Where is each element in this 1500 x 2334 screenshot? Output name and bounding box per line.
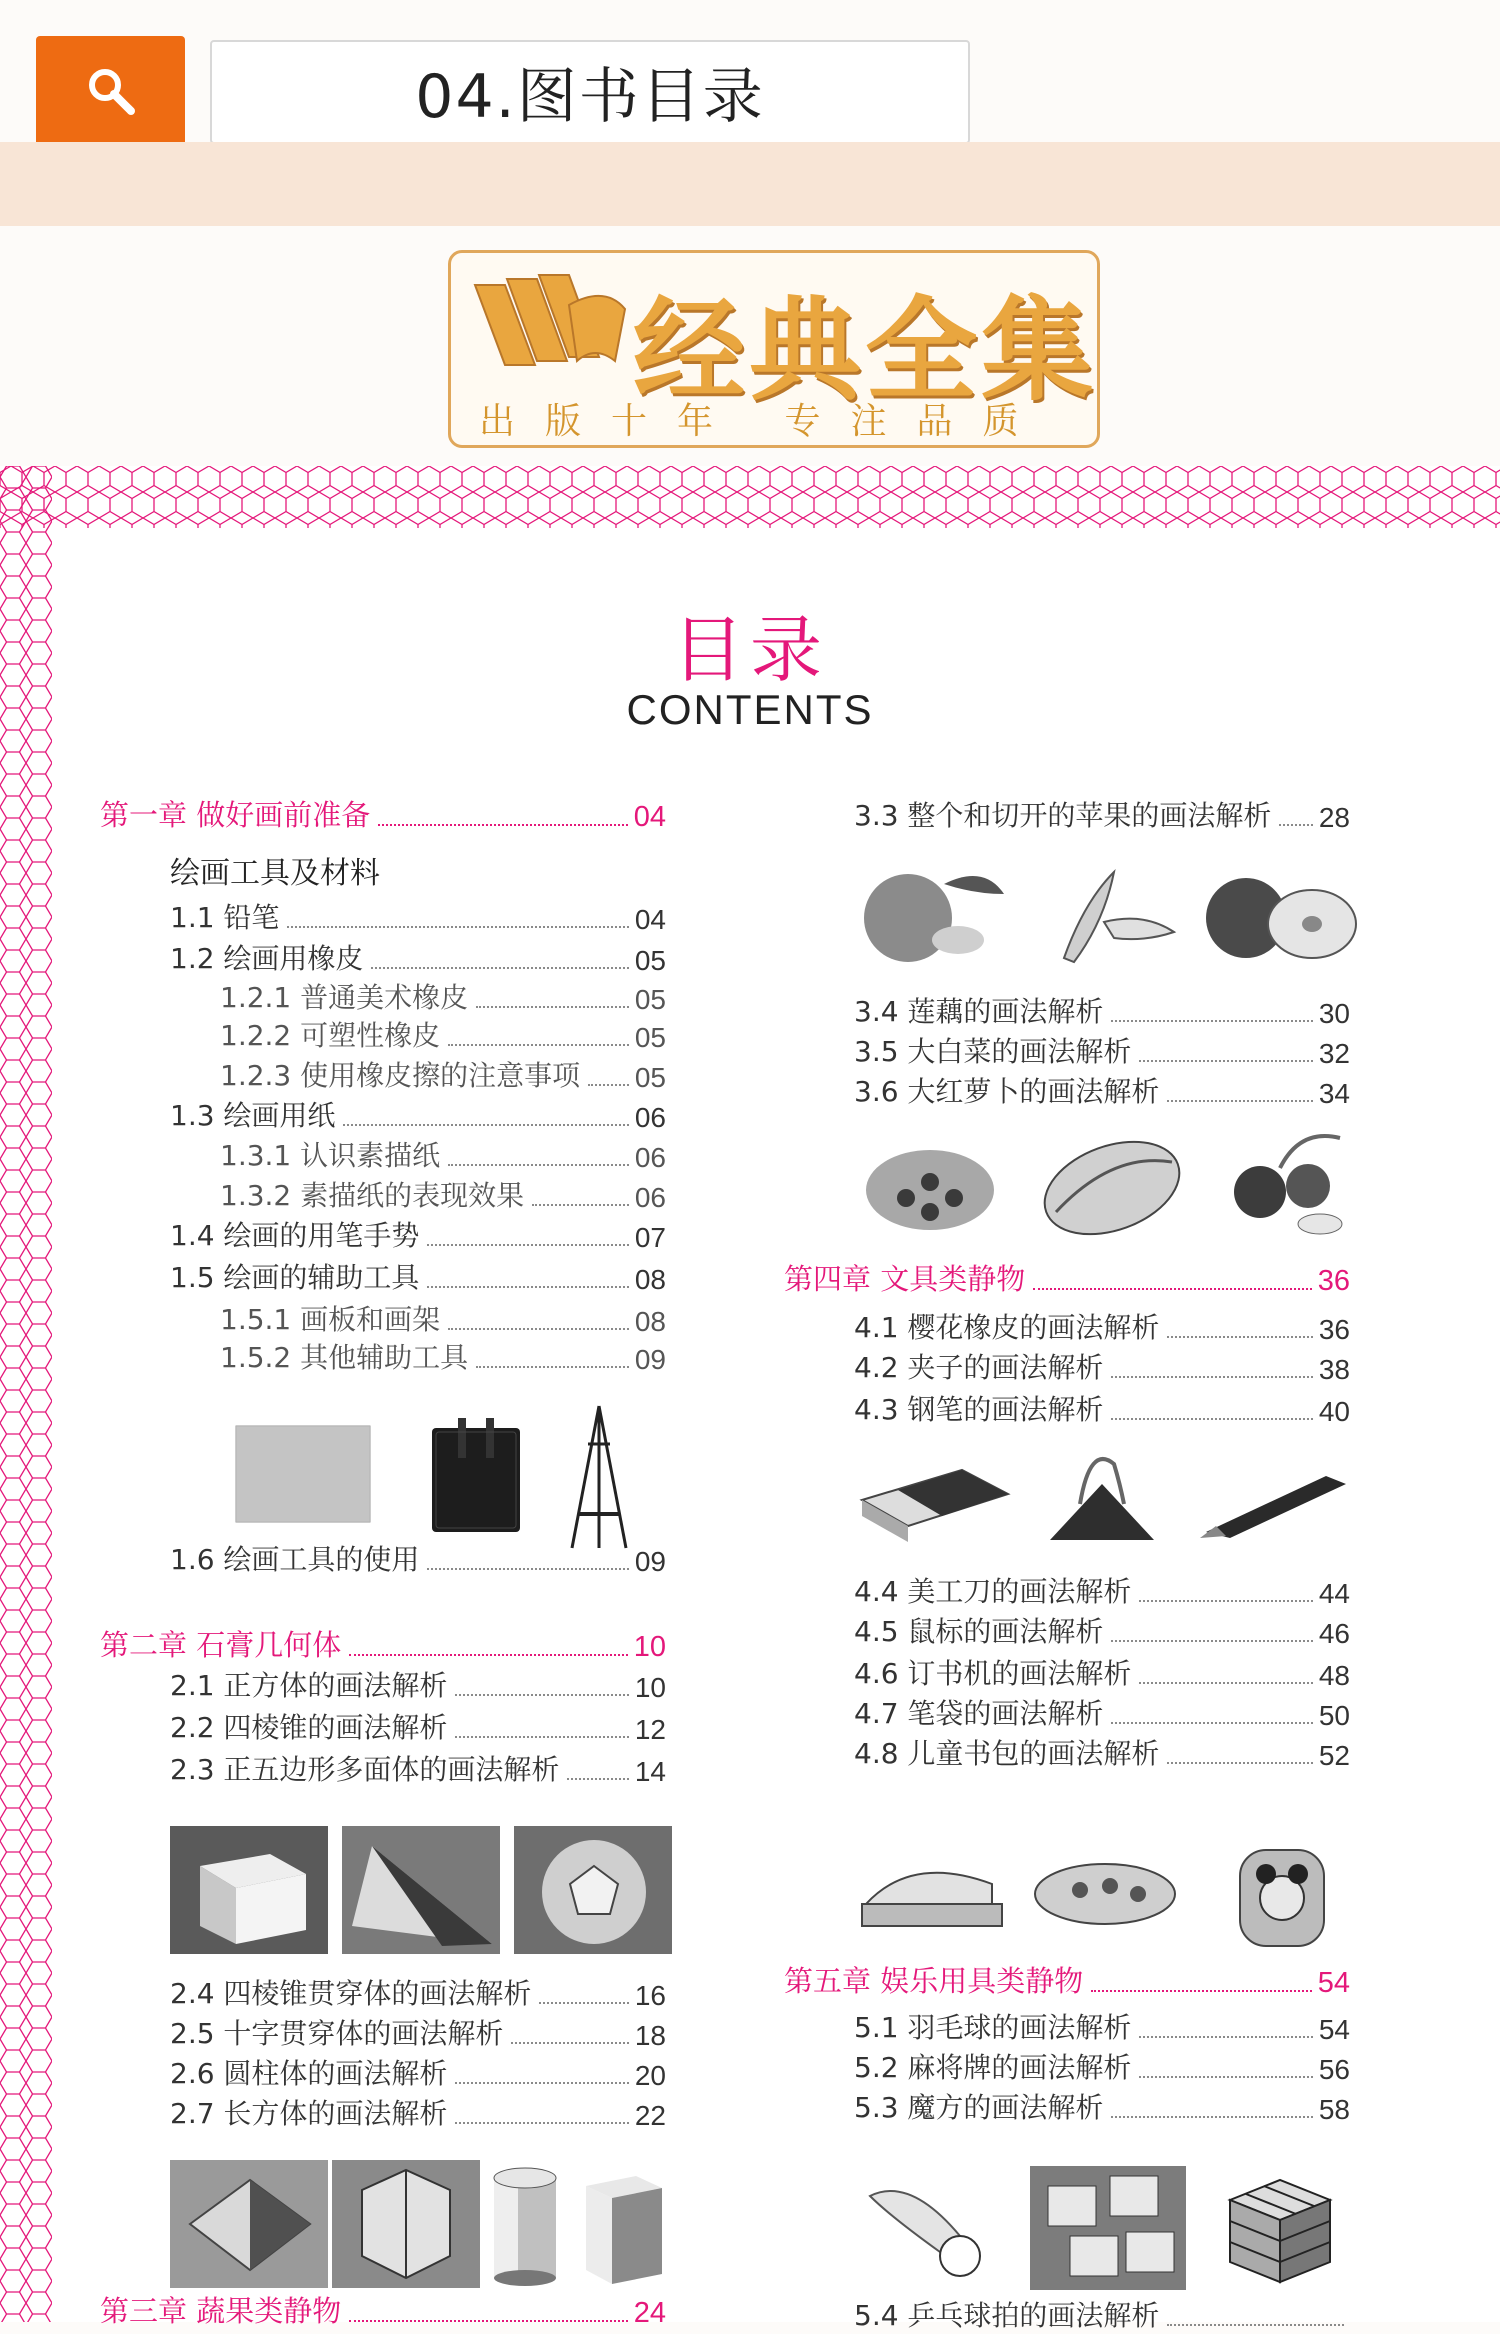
toc-page-number: 20 xyxy=(634,2060,666,2091)
toc-page-number: 06 xyxy=(634,1182,666,1213)
toc-page-number: 54 xyxy=(1317,1967,1350,1999)
toc-entry xyxy=(220,1304,666,1338)
toc-entry-title: 1.5 绘画的辅助工具 xyxy=(170,1261,420,1294)
shuttlecock-image xyxy=(860,2176,1006,2286)
toc-entry-title: 3.3 整个和切开的苹果的画法解析 xyxy=(854,799,1272,832)
toc-page-number: 52 xyxy=(1318,1740,1350,1771)
pencil-case-image xyxy=(1030,1850,1180,1934)
toc-section-heading xyxy=(170,858,666,892)
toc-entry-title: 1.1 铅笔 xyxy=(170,901,280,934)
leader-dots xyxy=(378,824,628,826)
header-band xyxy=(0,142,1500,226)
toc-entry-title: 1.5.1 画板和画架 xyxy=(220,1303,441,1336)
toc-page-number: 24 xyxy=(633,2297,666,2329)
leader-dots xyxy=(539,2002,628,2004)
toc-page-number: 56 xyxy=(1318,2054,1350,2085)
decorative-border-left xyxy=(0,466,52,2322)
toc-page-number: 44 xyxy=(1318,1578,1350,1609)
toc-entry xyxy=(854,1394,1350,1428)
orange-image xyxy=(854,864,1014,968)
toc-entry-title: 4.2 夹子的画法解析 xyxy=(854,1351,1104,1384)
toc-entry xyxy=(220,1020,666,1054)
lotus-root-image xyxy=(860,1134,1010,1238)
eraser-image xyxy=(852,1450,1016,1550)
leader-dots xyxy=(455,2122,628,2124)
toc-entry-title: 绘画工具及材料 xyxy=(170,856,380,891)
badge-slogan: 出版十年 专注品质 xyxy=(479,401,1049,442)
search-icon xyxy=(83,63,139,119)
toc-page-number: 28 xyxy=(1318,802,1350,833)
cuboid-image xyxy=(572,2166,672,2288)
toc-page-number: 38 xyxy=(1318,1354,1350,1385)
leader-dots xyxy=(1091,1990,1312,1992)
toc-page-number: 48 xyxy=(1318,1660,1350,1691)
leader-dots xyxy=(1139,2036,1312,2038)
binder-clip-image xyxy=(1040,1444,1164,1554)
toc-entry xyxy=(854,1698,1350,1732)
toc-entry xyxy=(854,1658,1350,1692)
leader-dots xyxy=(511,2042,628,2044)
leader-dots xyxy=(1139,1060,1312,1062)
leader-dots xyxy=(1111,1640,1312,1642)
leader-dots xyxy=(455,2082,628,2084)
toc-entry xyxy=(854,1616,1350,1650)
stapler-image xyxy=(852,1844,1012,1944)
toc-entry xyxy=(854,2012,1350,2046)
dodecahedron-image xyxy=(514,1826,672,1954)
toc-page-number: 50 xyxy=(1318,1700,1350,1731)
toc-page-number: 10 xyxy=(633,1631,666,1663)
toc-entry-title: 第二章 石膏几何体 xyxy=(100,1628,342,1662)
pyramid-image xyxy=(342,1826,500,1954)
leader-dots xyxy=(1111,1722,1312,1724)
search-query: 04.图书目录 xyxy=(415,62,765,132)
toc-chapter xyxy=(100,2296,666,2330)
toc-page-number: 04 xyxy=(633,801,666,833)
toc-entry xyxy=(854,1036,1350,1070)
toc-entry-title: 1.3.2 素描纸的表现效果 xyxy=(220,1179,525,1212)
toc-entry xyxy=(220,1180,666,1214)
toc-entry xyxy=(170,1100,666,1134)
toc-entry xyxy=(854,996,1350,1030)
toc-page-number: 08 xyxy=(634,1264,666,1295)
search-button[interactable] xyxy=(36,36,185,146)
toc-entry-title: 3.4 莲藕的画法解析 xyxy=(854,995,1104,1028)
toc-page-number: 10 xyxy=(634,1672,666,1703)
toc-page-number: 06 xyxy=(634,1102,666,1133)
toc-entry-title: 2.4 四棱锥贯穿体的画法解析 xyxy=(170,1977,532,2010)
toc-entry-title: 2.3 正五边形多面体的画法解析 xyxy=(170,1753,560,1786)
leader-dots xyxy=(567,1778,628,1780)
leader-dots xyxy=(1167,1762,1312,1764)
toc-page-number: 05 xyxy=(634,984,666,1015)
toc-entry-title: 第四章 文具类静物 xyxy=(784,1262,1026,1296)
toc-page-number: 06 xyxy=(634,1142,666,1173)
toc-page-number: 05 xyxy=(634,945,666,976)
paper-image xyxy=(234,1424,374,1524)
toc-entry-title: 5.3 魔方的画法解析 xyxy=(854,2091,1104,2124)
toc-entry-title: 1.2.1 普通美术橡皮 xyxy=(220,981,469,1014)
leader-dots xyxy=(448,1044,629,1046)
leader-dots xyxy=(1111,1418,1312,1420)
banana-image xyxy=(1044,862,1180,966)
toc-entry xyxy=(170,2098,666,2132)
series-badge xyxy=(448,250,1100,448)
toc-entry-title: 1.2.2 可塑性橡皮 xyxy=(220,1019,441,1052)
toc-entry xyxy=(170,902,666,936)
toc-entry xyxy=(170,1712,666,1746)
toc-entry-title: 2.7 长方体的画法解析 xyxy=(170,2097,448,2130)
toc-page-number: 12 xyxy=(634,1714,666,1745)
toc-entry-title: 3.6 大红萝卜的画法解析 xyxy=(854,1075,1160,1108)
toc-entry-title: 1.3 绘画用纸 xyxy=(170,1099,336,1132)
leader-dots xyxy=(371,967,628,969)
leader-dots xyxy=(1139,1600,1312,1602)
toc-entry xyxy=(170,2018,666,2052)
toc-page-number: 36 xyxy=(1318,1314,1350,1345)
toc-entry xyxy=(170,1670,666,1704)
toc-page-number: 09 xyxy=(634,1546,666,1577)
cross-solid-image xyxy=(170,2160,328,2288)
leader-dots xyxy=(476,1006,629,1008)
toc-entry xyxy=(170,943,666,977)
interpenetrating-solid-image xyxy=(332,2160,480,2288)
drawing-board-image xyxy=(428,1418,524,1534)
leader-dots xyxy=(448,1164,629,1166)
toc-entry-title: 2.1 正方体的画法解析 xyxy=(170,1669,448,1702)
toc-entry xyxy=(854,2052,1350,2086)
leader-dots xyxy=(1167,1336,1312,1338)
leader-dots xyxy=(532,1204,629,1206)
toc-page-number: 54 xyxy=(1318,2014,1350,2045)
toc-entry xyxy=(170,1262,666,1296)
easel-image xyxy=(566,1404,632,1550)
toc-entry xyxy=(854,1352,1350,1386)
rubiks-cube-image xyxy=(1220,2170,1340,2290)
leader-dots xyxy=(1111,1020,1312,1022)
toc-page-number: 05 xyxy=(634,1022,666,1053)
toc-entry-title: 5.4 乒乓球拍的画法解析 xyxy=(854,2299,1160,2332)
decorative-border-top xyxy=(0,466,1500,528)
toc-entry xyxy=(170,1220,666,1254)
toc-entry xyxy=(170,2058,666,2092)
toc-chapter xyxy=(100,1630,666,1664)
leader-dots xyxy=(1139,1682,1312,1684)
leader-dots xyxy=(1167,1100,1312,1102)
fountain-pen-image xyxy=(1196,1462,1356,1542)
toc-chapter xyxy=(100,800,666,834)
toc-page-number: 14 xyxy=(634,1756,666,1787)
apple-image xyxy=(1200,860,1360,966)
toc-entry xyxy=(220,1342,666,1376)
mahjong-tiles-image xyxy=(1030,2166,1186,2290)
toc-entry xyxy=(854,1576,1350,1610)
toc-entry-title: 4.3 钢笔的画法解析 xyxy=(854,1393,1104,1426)
cube-image xyxy=(170,1826,328,1954)
toc-page-number: 36 xyxy=(1317,1265,1350,1297)
toc-entry-title: 5.1 羽毛球的画法解析 xyxy=(854,2011,1132,2044)
toc-entry-title: 2.2 四棱锥的画法解析 xyxy=(170,1711,448,1744)
toc-entry-title: 4.1 樱花橡皮的画法解析 xyxy=(854,1311,1160,1344)
toc-entry-title: 1.2.3 使用橡皮擦的注意事项 xyxy=(220,1059,581,1092)
toc-page-number: 22 xyxy=(634,2100,666,2131)
toc-page-number: 18 xyxy=(634,2020,666,2051)
toc-page-number: 07 xyxy=(634,1222,666,1253)
toc-page-number: 46 xyxy=(1318,1618,1350,1649)
toc-title: 目录 xyxy=(671,608,828,692)
leader-dots xyxy=(476,1366,629,1368)
toc-entry-title: 1.3.1 认识素描纸 xyxy=(220,1139,441,1172)
toc-entry xyxy=(170,1754,666,1788)
toc-page-number: 08 xyxy=(634,1306,666,1337)
leader-dots xyxy=(448,1328,629,1330)
toc-entry xyxy=(854,1738,1350,1772)
toc-subtitle: CONTENTS xyxy=(626,686,874,733)
toc-entry-title: 4.6 订书机的画法解析 xyxy=(854,1657,1132,1690)
leader-dots xyxy=(1279,824,1312,826)
radish-image xyxy=(1210,1128,1360,1238)
toc-entry-title: 1.5.2 其他辅助工具 xyxy=(220,1341,469,1374)
leader-dots xyxy=(588,1084,629,1086)
cylinder-image xyxy=(488,2166,562,2288)
toc-entry-title: 4.5 鼠标的画法解析 xyxy=(854,1615,1104,1648)
toc-page-number: 04 xyxy=(634,904,666,935)
toc-entry xyxy=(854,1076,1350,1110)
toc-entry-title: 第五章 娱乐用具类静物 xyxy=(784,1964,1084,1998)
toc-entry-title: 1.2 绘画用橡皮 xyxy=(170,942,364,975)
leader-dots xyxy=(1139,2076,1312,2078)
toc-page-number: 16 xyxy=(634,1980,666,2011)
toc-page-number: 40 xyxy=(1318,1396,1350,1427)
toc-entry-title: 1.4 绘画的用笔手势 xyxy=(170,1219,420,1252)
toc-entry xyxy=(220,1060,666,1094)
book-logo-icon xyxy=(465,265,635,385)
leader-dots xyxy=(287,926,628,928)
leader-dots xyxy=(427,1244,628,1246)
leader-dots xyxy=(427,1286,628,1288)
toc-chapter xyxy=(784,1264,1350,1298)
toc-entry xyxy=(170,1978,666,2012)
toc-entry xyxy=(220,1140,666,1174)
school-bag-image xyxy=(1206,1834,1356,1952)
toc-entry-title: 1.6 绘画工具的使用 xyxy=(170,1543,420,1576)
toc-entry xyxy=(854,1312,1350,1346)
toc-entry xyxy=(220,982,666,1016)
toc-page-number: 30 xyxy=(1318,998,1350,1029)
leader-dots xyxy=(343,1124,628,1126)
toc-entry-title: 5.2 麻将牌的画法解析 xyxy=(854,2051,1132,2084)
leader-dots xyxy=(455,1694,628,1696)
toc-chapter xyxy=(784,1966,1350,2000)
toc-page-number: 34 xyxy=(1318,1078,1350,1109)
leader-dots xyxy=(1033,1288,1312,1290)
toc-entry-title: 4.8 儿童书包的画法解析 xyxy=(854,1737,1160,1770)
leader-dots xyxy=(1111,2116,1312,2118)
toc-entry-title: 4.7 笔袋的画法解析 xyxy=(854,1697,1104,1730)
toc-entry-title: 4.4 美工刀的画法解析 xyxy=(854,1575,1132,1608)
toc-page-number: 09 xyxy=(634,1344,666,1375)
toc-entry-title: 2.6 圆柱体的画法解析 xyxy=(170,2057,448,2090)
toc-page-number: 58 xyxy=(1318,2094,1350,2125)
cabbage-image xyxy=(1036,1132,1186,1238)
toc-entry xyxy=(854,2092,1350,2126)
leader-dots xyxy=(1111,1376,1312,1378)
badge-title: 经典全集 xyxy=(633,286,1097,416)
toc-page-number: 05 xyxy=(634,1062,666,1093)
search-input[interactable] xyxy=(210,40,970,144)
leader-dots xyxy=(455,1736,628,1738)
leader-dots xyxy=(1167,2324,1344,2326)
toc-entry-title: 3.5 大白菜的画法解析 xyxy=(854,1035,1132,1068)
leader-dots xyxy=(427,1568,628,1570)
toc-page-number: 32 xyxy=(1318,1038,1350,1069)
toc-entry-title: 2.5 十字贯穿体的画法解析 xyxy=(170,2017,504,2050)
toc-entry-title: 第三章 蔬果类静物 xyxy=(100,2294,342,2328)
toc-entry xyxy=(854,800,1350,834)
toc-entry xyxy=(854,2300,1350,2334)
toc-entry-title: 第一章 做好画前准备 xyxy=(100,798,371,832)
leader-dots xyxy=(349,1654,628,1656)
